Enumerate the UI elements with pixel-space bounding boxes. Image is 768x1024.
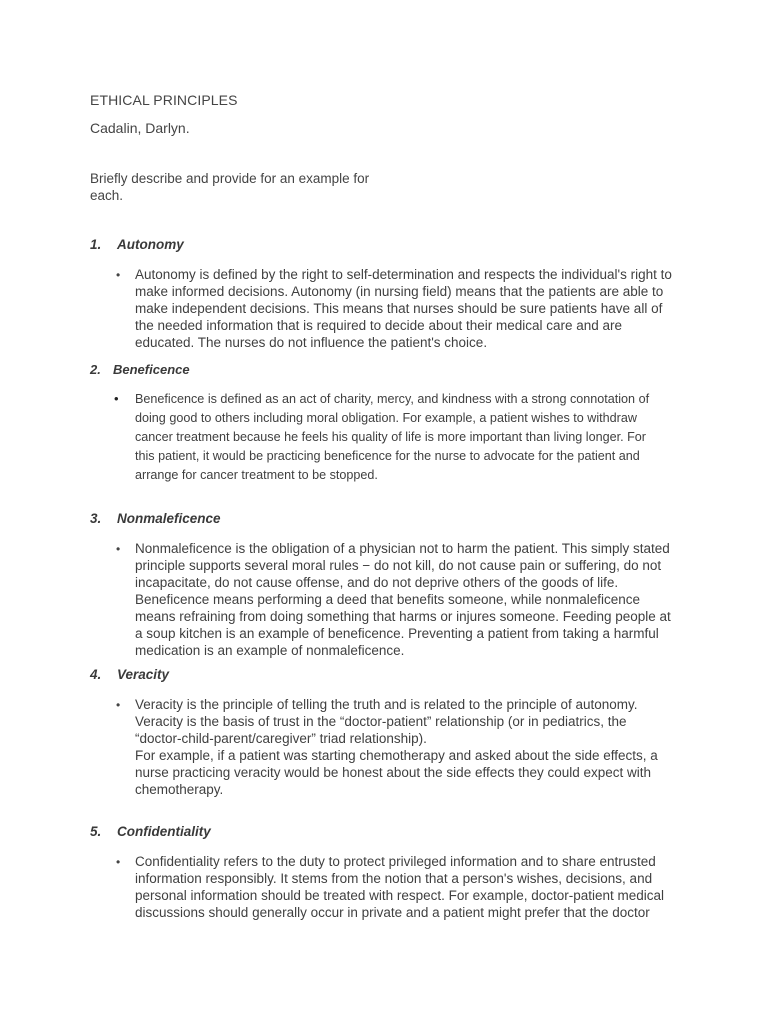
instructions-text: Briefly describe and provide for an example for each. [90, 171, 370, 203]
bullet-icon: • [116, 855, 121, 869]
section-paragraph-veracity [135, 696, 675, 798]
document-title: ETHICAL PRINCIPLES [90, 92, 238, 108]
section-number: 1. [90, 237, 102, 252]
section-heading-autonomy [90, 237, 184, 252]
veracity-example: For example, if a patient was starting chemotherapy and asked about the side effects, a nurse practicing veracity would be honest about the side effects they could expect with chemotherapy. [135, 748, 658, 797]
section-paragraph-nonmaleficence: Nonmaleficence is the obligation of a physician not to harm the patient. This simply stated principle supports several moral rules − do not kill, do not cause pain or suffering, do not incapacitate, do not cause offense, and do not deprive others of the goods of life. Beneficence means performing a deed that benefits someone, while nonmaleficence means refraining from doing something that harms or injures someone. Feeding people at a soup kitchen is an example of beneficence. Preventing a patient from taking a harmful medication is an example of nonmaleficence. [135, 541, 671, 658]
section-heading-nonmaleficence [90, 511, 221, 526]
section-title: Nonmaleficence [117, 511, 221, 526]
section-title: Confidentiality [117, 824, 211, 839]
section-paragraph-confidentiality: Confidentiality refers to the duty to protect privileged information and to share entrusted information responsibly. It stems from the notion that a person's wishes, decisions, and personal information should be treated with respect. For example, doctor-patient medical discussions should generally occur in private and a patient might prefer that the doctor [135, 854, 665, 920]
section-title: Autonomy [117, 237, 184, 252]
author-name: Cadalin, Darlyn. [90, 120, 190, 136]
section-title: Beneficence [113, 362, 190, 377]
bullet-icon: • [116, 268, 121, 282]
section-number: 4. [90, 667, 102, 682]
bullet-icon: • [114, 391, 119, 406]
section-number: 5. [90, 824, 102, 839]
section-heading-confidentiality [90, 824, 211, 839]
section-heading-veracity [90, 667, 169, 682]
bullet-icon: • [116, 698, 121, 712]
section-number: 2. [90, 362, 101, 377]
section-paragraph-beneficence: Beneficence is defined as an act of charity, mercy, and kindness with a strong connotation of doing good to others including moral obligation. For example, a patient wishes to withdraw cancer treatment because he feels his quality of life is more important than living longer. For this patient, it would be practicing beneficence for the nurse to advocate for the patient and arrange for cancer treatment to be stopped. [135, 392, 650, 482]
section-paragraph-autonomy: Autonomy is defined by the right to self-determination and respects the individual's right to make informed decisions. Autonomy (in nursing field) means that the patients are able to make independent decisions. This means that nurses should be sure patients have all of the needed information that is required to decide about their medical care and are educated. The nurses do not influence the patient's choice. [135, 267, 672, 350]
veracity-definition: Veracity is the principle of telling the truth and is related to the principle of autonomy. Veracity is the basis of trust in the “doctor-patient” relationship (or in pediatrics, the “doctor-child-parent/caregiver” triad relationship). [135, 697, 638, 746]
section-heading-beneficence [90, 362, 190, 377]
section-number: 3. [90, 511, 102, 526]
section-title: Veracity [117, 667, 170, 682]
bullet-icon: • [116, 542, 121, 556]
